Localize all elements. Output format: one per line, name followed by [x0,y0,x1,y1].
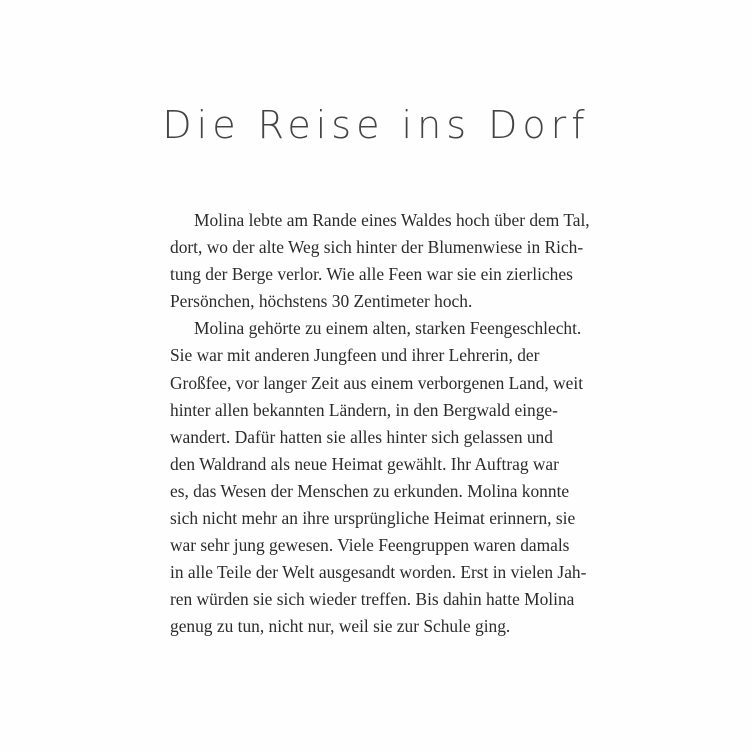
text-line: Persönchen, höchstens 30 Zentimeter hoch. [170,291,473,312]
text-line: genug zu tun, nicht nur, weil sie zur Schule ging. [170,616,511,637]
text-line: wandert. Dafür hatten sie alles hinter sich gelassen und [170,426,553,447]
text-line: den Waldrand als neue Heimat gewählt. Ihr Auftrag war [170,453,559,474]
text-line: dort, wo der alte Weg sich hinter der Blumenwiese in Rich- [170,237,584,258]
text-line: sich nicht mehr an ihre ursprüngliche Heimat erinnern, sie [170,508,576,529]
text-line: Molina lebte am Rande eines Waldes hoch über dem Tal, [194,210,590,230]
text-line: Molina gehörte zu einem alten, starken Feengeschlecht. [194,318,582,339]
text-line: Sie war mit anderen Jungfeen und ihrer Lehrerin, der [170,345,540,366]
chapter-title: Die Reise ins Dorf [162,103,590,147]
text-line: hinter allen bekannten Ländern, in den Bergwald einge- [170,399,558,420]
text-line: es, das Wesen der Menschen zu erkunden. Molina konnte [170,480,570,501]
text-line: in alle Teile der Welt ausgesandt worden. Erst in vielen Jah- [170,562,587,583]
chapter-body [146,207,590,641]
text-line: Großfee, vor langer Zeit aus einem verborgenen Land, weit [170,372,584,393]
paragraph-2 [146,315,587,640]
text-line: war sehr jung gewesen. Viele Feengruppen waren damals [170,535,570,556]
text-line: tung der Berge verlor. Wie alle Feen war sie ein zierliches [170,264,573,285]
text-line: ren würden sie sich wieder treffen. Bis dahin hatte Molina [170,589,575,610]
paragraph-1 [146,207,590,315]
